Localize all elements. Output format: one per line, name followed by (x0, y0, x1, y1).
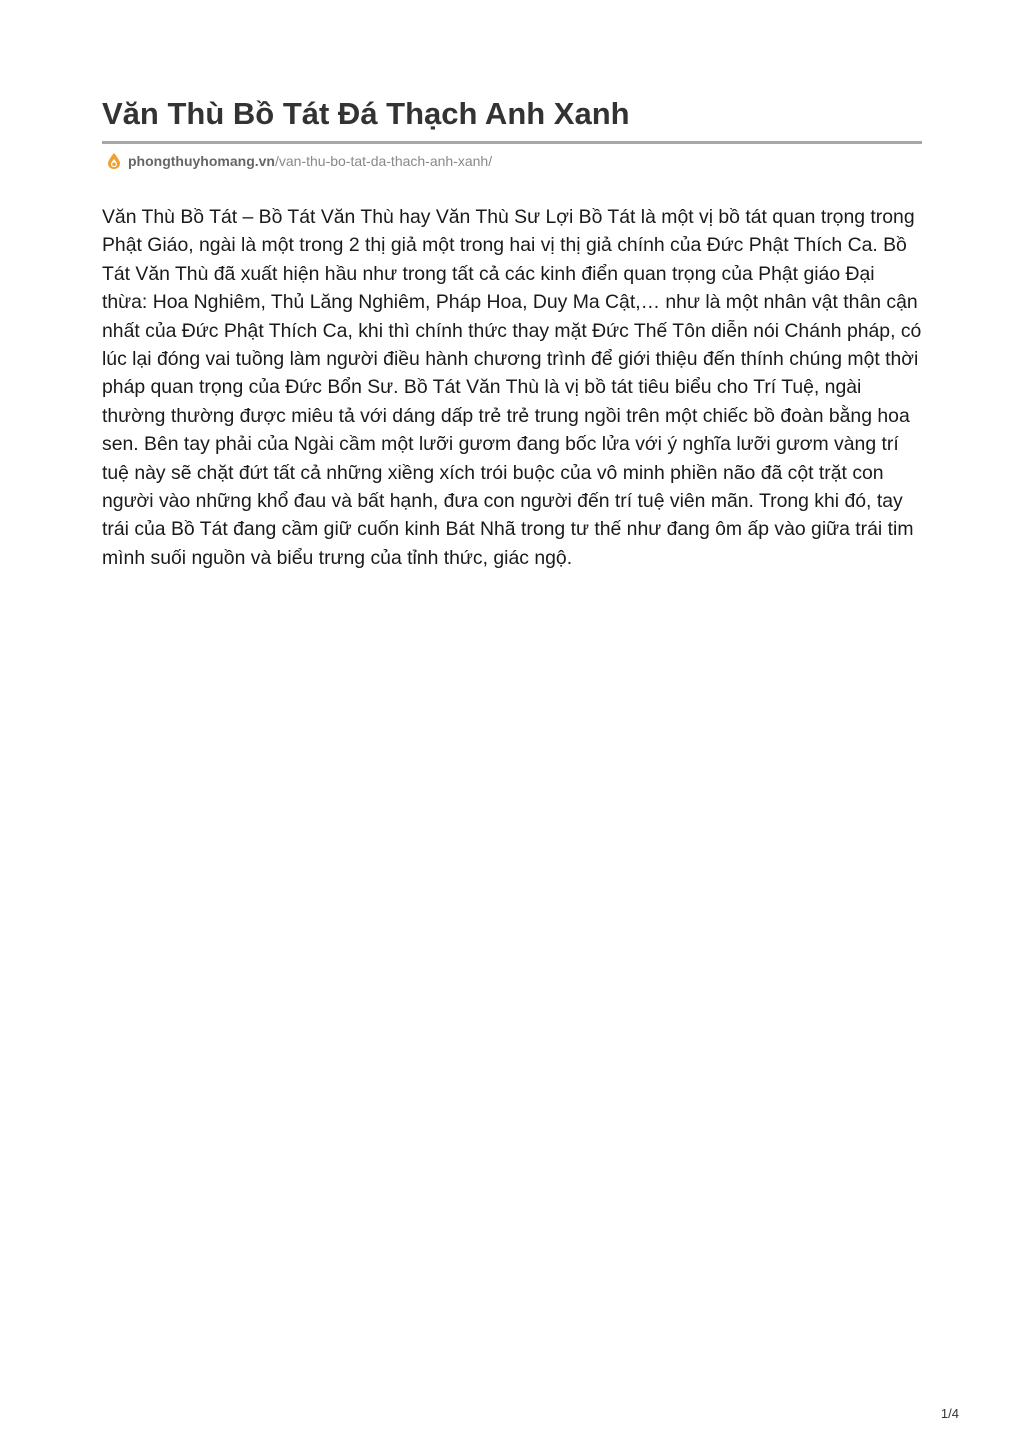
source-domain: phongthuyhomang.vn (128, 153, 275, 169)
page-title: Văn Thù Bồ Tát Đá Thạch Anh Xanh (102, 96, 630, 131)
source-link[interactable] (106, 150, 492, 172)
title-divider (102, 141, 922, 144)
orange-drop-icon (106, 152, 122, 170)
article-paragraph: Văn Thù Bồ Tát – Bồ Tát Văn Thù hay Văn Thù Sư Lợi Bồ Tát là một vị bồ tát quan trọng trong Phật Giáo, ngài là một trong 2 thị giả một trong hai vị thị giả chính của Đức Phật Thích Ca. Bồ Tát Văn Thù đã xuất hiện hầu như trong tất cả các kinh điển quan trọng của Phật giáo Đại thừa: Hoa Nghiêm, Thủ Lăng Nghiêm, Pháp Hoa, Duy Ma Cật,… như là một nhân vật thân cận nhất của Đức Phật Thích Ca, khi thì chính thức thay mặt Đức Thế Tôn diễn nói Chánh pháp, có lúc lại đóng vai tuồng làm người điều hành chương trình để giới thiệu đến thính chúng một thời pháp quan trọng của Đức Bổn Sư. Bồ Tát Văn Thù là vị bồ tát tiêu biểu cho Trí Tuệ, ngài thường thường được miêu tả với dáng dấp trẻ trẻ trung ngồi trên một chiếc bồ đoàn bằng hoa sen. Bên tay phải của Ngài cầm một lưỡi gươm đang bốc lửa với ý nghĩa lưỡi gươm vàng trí tuệ này sẽ chặt đứt tất cả những xiềng xích trói buộc của vô minh phiền não đã cột trặt con người vào những khổ đau và bất hạnh, đưa con người đến trí tuệ viên mãn. Trong khi đó, tay trái của Bồ Tát đang cầm giữ cuốn kinh Bát Nhã trong tư thế như đang ôm ấp vào giữa trái tim mình suối nguồn và biểu trưng của tỉnh thức, giác ngộ. (102, 206, 922, 569)
source-path: /van-thu-bo-tat-da-thach-anh-xanh/ (274, 153, 493, 169)
page-number: 1/4 (940, 1406, 959, 1421)
